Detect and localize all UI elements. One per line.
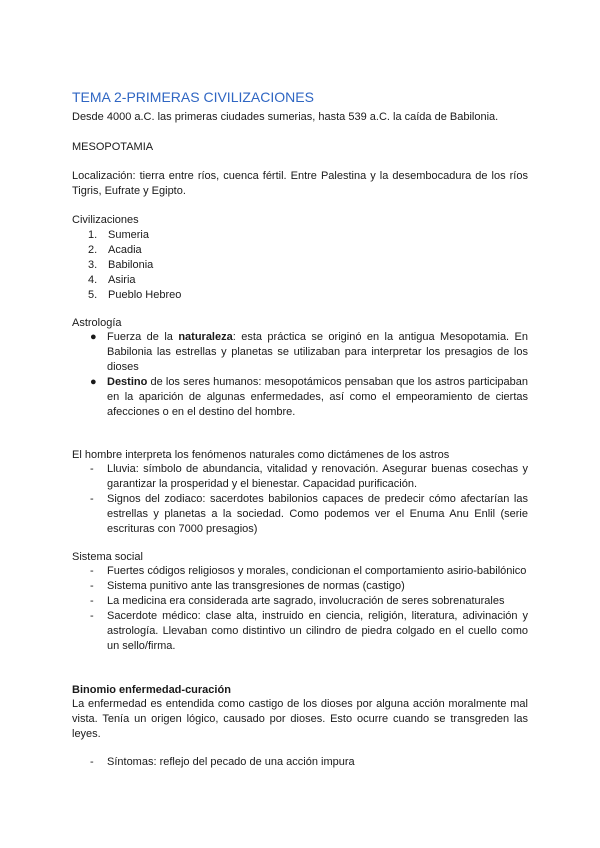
civilizations-list: [88, 228, 181, 303]
dash-icon: -: [90, 493, 94, 505]
intro-paragraph: Desde 4000 a.C. las primeras ciudades sumerias, hasta 539 a.C. la caída de Babilonia.: [72, 111, 499, 123]
astrology-heading: Astrología: [72, 317, 122, 329]
list-item: 4. Asiria: [88, 274, 136, 286]
dash-icon: -: [90, 463, 94, 475]
social-heading: Sistema social: [72, 551, 143, 563]
list-item: 2. Acadia: [88, 244, 142, 256]
list-item: - Fuertes códigos religiosos y morales, condicionan el comportamiento asirio-babilónico: [90, 565, 527, 577]
social-list: [88, 564, 528, 654]
list-item: ● Fuerza de la naturaleza: esta práctica se originó en la antigua Mesopotamia. En Babilonia las estrellas y planetas se utilizaban para interpretar los presagios de los dioses: [90, 331, 528, 373]
location-paragraph: Localización: tierra entre ríos, cuenca fértil. Entre Palestina y la desembocadura de los ríos Tigris, Eufrate y Egipto.: [72, 170, 528, 197]
dash-icon: -: [90, 580, 94, 592]
dash-icon: -: [90, 610, 94, 622]
dash-icon: -: [90, 756, 94, 768]
section-heading-mesopotamia: MESOPOTAMIA: [72, 141, 154, 153]
list-item: 5. Pueblo Hebreo: [88, 289, 182, 301]
list-item: 3. Babilonia: [88, 259, 154, 271]
civilizations-heading: Civilizaciones: [72, 214, 139, 226]
list-item: ● Destino de los seres humanos: mesopotámicos pensaban que los astros participaban en la aparición de algunas enfermedades, así como el empeoramiento de ciertas afecciones o en el destino del hombre.: [90, 376, 528, 418]
phenomena-heading: El hombre interpreta los fenómenos naturales como dictámenes de los astros: [72, 449, 450, 461]
list-item: - Sacerdote médico: clase alta, instruido en ciencia, religión, literatura, adivinación y astrología. Llevaban como distintivo un cilindro de piedra colgado en el cuello como un sello/firma.: [90, 610, 528, 652]
symptoms-list: [88, 755, 528, 770]
binomial-paragraph: La enfermedad es entendida como castigo de los dioses por alguna acción moralmente mal vista. Tenía un origen lógico, causado por dioses. Esto ocurre cuando se transgreden las leyes.: [72, 698, 528, 740]
binomial-heading: Binomio enfermedad-curación: [72, 684, 231, 696]
bullet-icon: ●: [90, 376, 97, 388]
dash-icon: -: [90, 565, 94, 577]
list-item: - Lluvia: símbolo de abundancia, vitalidad y renovación. Asegurar buenas cosechas y garantizar la prosperidad y el bienestar. Capacidad purificación.: [90, 463, 528, 490]
dash-icon: -: [90, 595, 94, 607]
phenomena-list: [88, 462, 528, 537]
list-item: - La medicina era considerada arte sagrado, involucración de seres sobrenaturales: [90, 595, 505, 607]
document-title: TEMA 2-PRIMERAS CIVILIZACIONES: [72, 89, 314, 105]
list-item: - Síntomas: reflejo del pecado de una acción impura: [90, 756, 355, 768]
list-item: 1. Sumeria: [88, 229, 149, 241]
bullet-icon: ●: [90, 331, 97, 343]
list-item: - Signos del zodiaco: sacerdotes babilonios capaces de predecir cómo afectarían las estrellas y planetas a la sociedad. Como podemos ver el Enuma Anu Enlil (serie escrituras con 7000 presagios): [90, 493, 528, 535]
astrology-list: [88, 330, 528, 420]
list-item: - Sistema punitivo ante las transgresiones de normas (castigo): [90, 580, 405, 592]
